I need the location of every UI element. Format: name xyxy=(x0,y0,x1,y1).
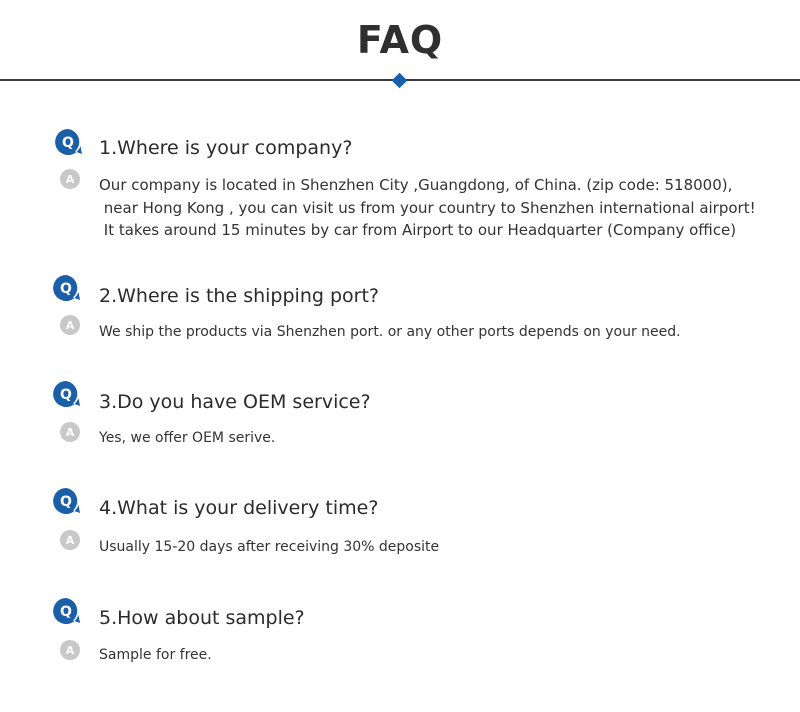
faq-answer-4: Usually 15-20 days after receiving 30% deposite xyxy=(99,539,440,555)
svg-text:A: A xyxy=(65,173,75,186)
q-bubble-icon xyxy=(51,379,81,409)
a-circle-icon xyxy=(59,168,81,190)
svg-text:Q: Q xyxy=(60,494,72,510)
faq-answer-1-line-3: It takes around 15 minutes by car from Airport to our Headquarter (Company office) xyxy=(99,221,737,239)
svg-text:Q: Q xyxy=(60,604,72,620)
svg-text:A: A xyxy=(65,426,75,439)
faq-question-4: 4.What is your delivery time? xyxy=(99,497,379,519)
divider-diamond-icon xyxy=(392,73,408,89)
a-circle-icon xyxy=(59,639,81,661)
q-bubble-icon xyxy=(51,273,81,303)
faq-answer-2: We ship the products via Shenzhen port. or any other ports depends on your need. xyxy=(99,324,681,340)
a-circle-icon xyxy=(59,529,81,551)
svg-text:Q: Q xyxy=(60,281,72,297)
faq-answer-3: Yes, we offer OEM serive. xyxy=(99,430,276,446)
svg-text:A: A xyxy=(65,534,75,547)
faq-answer-1 xyxy=(99,174,756,242)
faq-question-5: 5.How about sample? xyxy=(99,607,305,629)
q-bubble-icon xyxy=(51,596,81,626)
page-title: FAQ xyxy=(356,18,444,62)
faq-answer-5: Sample for free. xyxy=(99,647,212,663)
faq-answer-1-line-1: Our company is located in Shenzhen City ,Guangdong, of China. (zip code: 518000), xyxy=(99,176,733,194)
q-bubble-icon xyxy=(51,486,81,516)
svg-text:A: A xyxy=(65,319,75,332)
faq-question-2: 2.Where is the shipping port? xyxy=(99,285,379,307)
svg-text:Q: Q xyxy=(60,387,72,403)
svg-text:Q: Q xyxy=(62,135,74,151)
faq-answer-1-line-2: near Hong Kong , you can visit us from your country to Shenzhen international airport! xyxy=(99,198,756,217)
a-circle-icon xyxy=(59,421,81,443)
q-bubble-icon xyxy=(53,127,83,157)
a-circle-icon xyxy=(59,314,81,336)
svg-text:A: A xyxy=(65,644,75,657)
faq-question-1: 1.Where is your company? xyxy=(99,137,353,159)
faq-question-3: 3.Do you have OEM service? xyxy=(99,391,371,413)
